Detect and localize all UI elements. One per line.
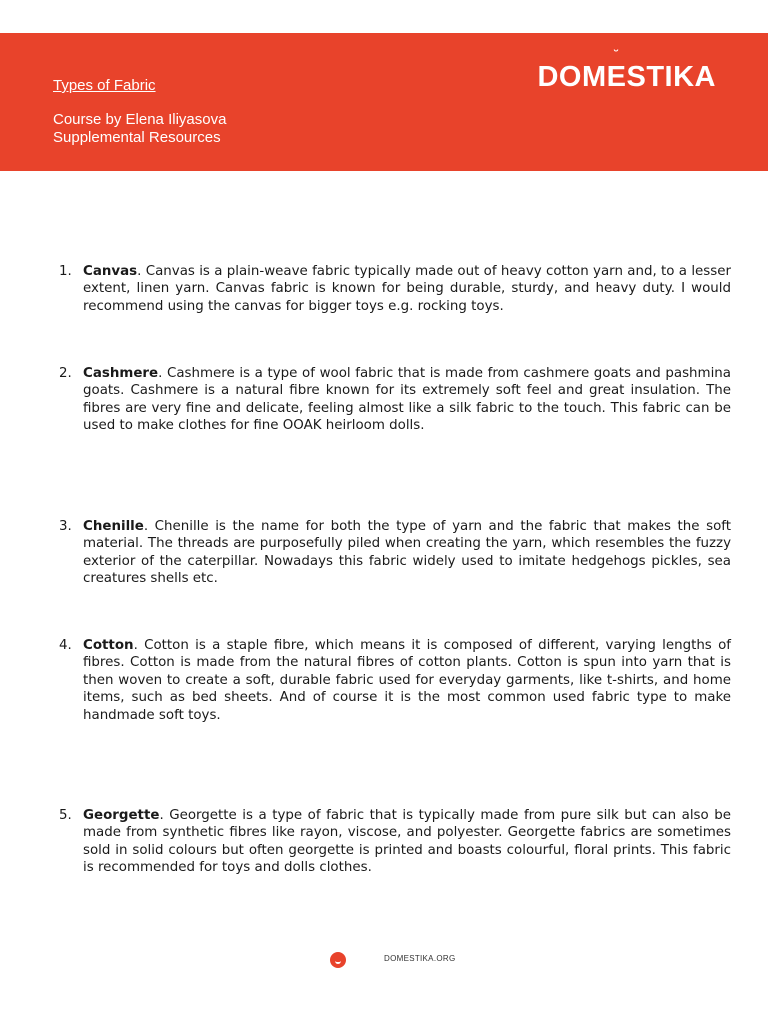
list-item	[59, 365, 731, 435]
logo-text-start: DOM	[537, 61, 607, 93]
item-term: Cotton	[83, 638, 134, 653]
item-body	[83, 518, 731, 588]
logo-text-end: STIKA	[626, 61, 716, 93]
page-footer	[0, 950, 768, 970]
domestika-logo	[537, 47, 716, 94]
document-title[interactable]: Types of Fabric	[53, 77, 156, 94]
item-body	[83, 365, 731, 435]
item-number: 1.	[59, 264, 72, 279]
list-item	[59, 518, 731, 588]
footer-url-link[interactable]: DOMESTIKA.ORG	[384, 954, 456, 963]
item-number: 3.	[59, 519, 72, 534]
item-description: . Canvas is a plain-weave fabric typically made out of heavy cotton yarn and, to a lesser extent, linen yarn. Canvas fabric is known for being durable, sturdy, and heavy duty. I would recommend using the canvas for bigger toys e.g. rocking toys.	[83, 264, 731, 314]
list-item	[59, 637, 731, 724]
item-body	[83, 263, 731, 315]
item-term: Georgette	[83, 808, 160, 823]
domestika-logo-icon	[330, 952, 346, 968]
item-term: Chenille	[83, 519, 144, 534]
item-body	[83, 807, 731, 877]
logo-accent-mark: ˘	[614, 47, 619, 62]
logo-accent-letter	[606, 47, 627, 94]
item-number: 2.	[59, 366, 72, 381]
item-number: 5.	[59, 808, 72, 823]
item-description: . Cashmere is a type of wool fabric that is made from cashmere goats and pashmina goats. Cashmere is a natural fibre known for its extremely soft feel and great insulation. The fibres are very fine and delicate, feeling almost like a silk fabric to the touch. This fabric can be used to make clothes for fine OOAK heirloom dolls.	[83, 366, 731, 434]
item-term: Canvas	[83, 264, 138, 279]
item-description: . Chenille is the name for both the type of yarn and the fabric that makes the soft material. The threads are purposefully piled when creating the yarn, which resembles the fuzzy exterior of the caterpillar. Nowadays this fabric widely used to imitate hedgehogs pickles, sea creatures shells etc.	[83, 519, 731, 587]
item-term: Cashmere	[83, 366, 159, 381]
list-item	[59, 807, 731, 877]
course-author: Course by Elena Iliyasova	[53, 111, 227, 128]
resource-label: Supplemental Resources	[53, 129, 221, 146]
item-description: . Cotton is a staple fibre, which means it is composed of different, varying lengths of fibres. Cotton is made from the natural fibres of cotton plants. Cotton is spun into yarn that is then woven to create a soft, durable fabric used for everyday garments, like t-shirts, and home items, such as bed sheets. And of course it is the most common used fabric type to make handmade soft toys.	[83, 638, 731, 723]
header-banner	[0, 33, 768, 171]
list-item	[59, 263, 731, 315]
logo-accent-char: E	[606, 61, 627, 93]
item-number: 4.	[59, 638, 72, 653]
item-description: . Georgette is a type of fabric that is typically made from pure silk but can also be made from synthetic fibres like rayon, viscose, and polyester. Georgette fabrics are sometimes sold in solid colours but often georgette is printed and boasts colourful, floral prints. This fabric is recommended for toys and dolls clothes.	[83, 808, 731, 876]
item-body	[83, 637, 731, 724]
